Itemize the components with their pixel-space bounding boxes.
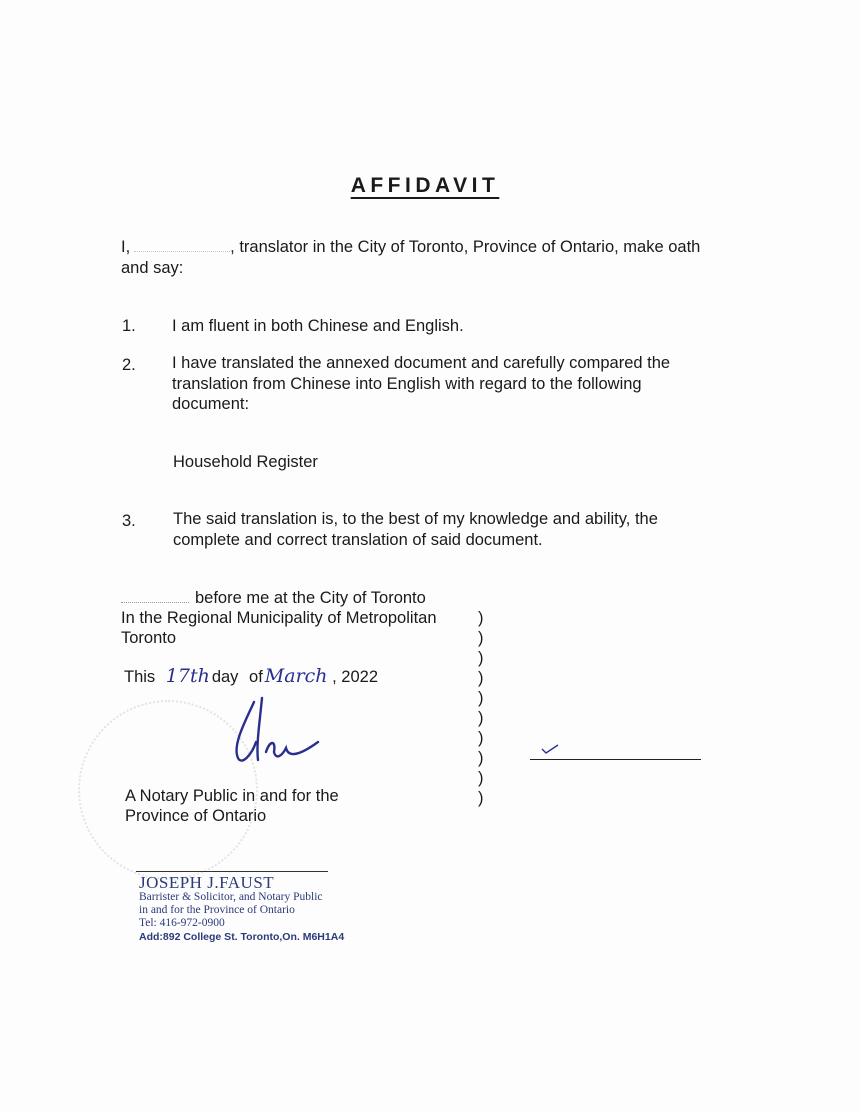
redacted-sworn	[121, 596, 189, 603]
intro-line-1: I, , translator in the City of Toronto, Province of Ontario, make oath	[121, 238, 701, 256]
parentheses-column: ) ) ) ) ) ) ) ) ) )	[478, 609, 484, 807]
deponent-signature-line	[530, 759, 701, 760]
item-number-3: 3.	[122, 512, 136, 530]
jurat-block	[121, 588, 481, 648]
stamp-jurisdiction-line: in and for the Province of Ontario	[139, 904, 295, 916]
notary-public-label: A Notary Public in and for the Province of Ontario	[125, 787, 339, 825]
item-text-1: I am fluent in both Chinese and English.	[172, 317, 464, 335]
deponent-signature-mark	[540, 742, 562, 756]
handwritten-day: 17th	[165, 665, 210, 687]
jurat-line-2: In the Regional Municipality of Metropolitan	[121, 609, 437, 627]
jurat-date-line: This 17th day of March , 2022	[124, 665, 379, 687]
item-text-3: The said translation is, to the best of my knowledge and ability, the complete and correct translation of said document.	[173, 510, 658, 549]
stamp-notary-name: JOSEPH J.FAUST	[139, 873, 275, 892]
item-text-2: I have translated the annexed document and carefully compared the translation from Chinese into English with regard to the following document:	[172, 354, 671, 413]
jurat-line-3: Toronto	[121, 629, 177, 647]
document-title: AFFIDAVIT	[350, 174, 500, 197]
stamp-signature-line	[136, 871, 328, 872]
stamp-title-line: Barrister & Solicitor, and Notary Public	[139, 891, 323, 903]
stamp-address: Add:892 College St. Toronto,On. M6H1A4	[139, 931, 345, 943]
item-number-1: 1.	[122, 317, 136, 335]
item-number-2: 2.	[122, 356, 136, 374]
handwritten-month: March	[264, 665, 328, 687]
intro-line-2: and say:	[121, 259, 184, 277]
intro-paragraph	[121, 237, 741, 279]
redacted-name	[134, 245, 230, 252]
notary-signature	[226, 690, 326, 770]
jurat-line-1: before me at the City of Toronto	[121, 588, 481, 608]
annexed-document-name: Household Register	[173, 453, 318, 471]
stamp-phone: Tel: 416-972-0900	[139, 917, 225, 929]
